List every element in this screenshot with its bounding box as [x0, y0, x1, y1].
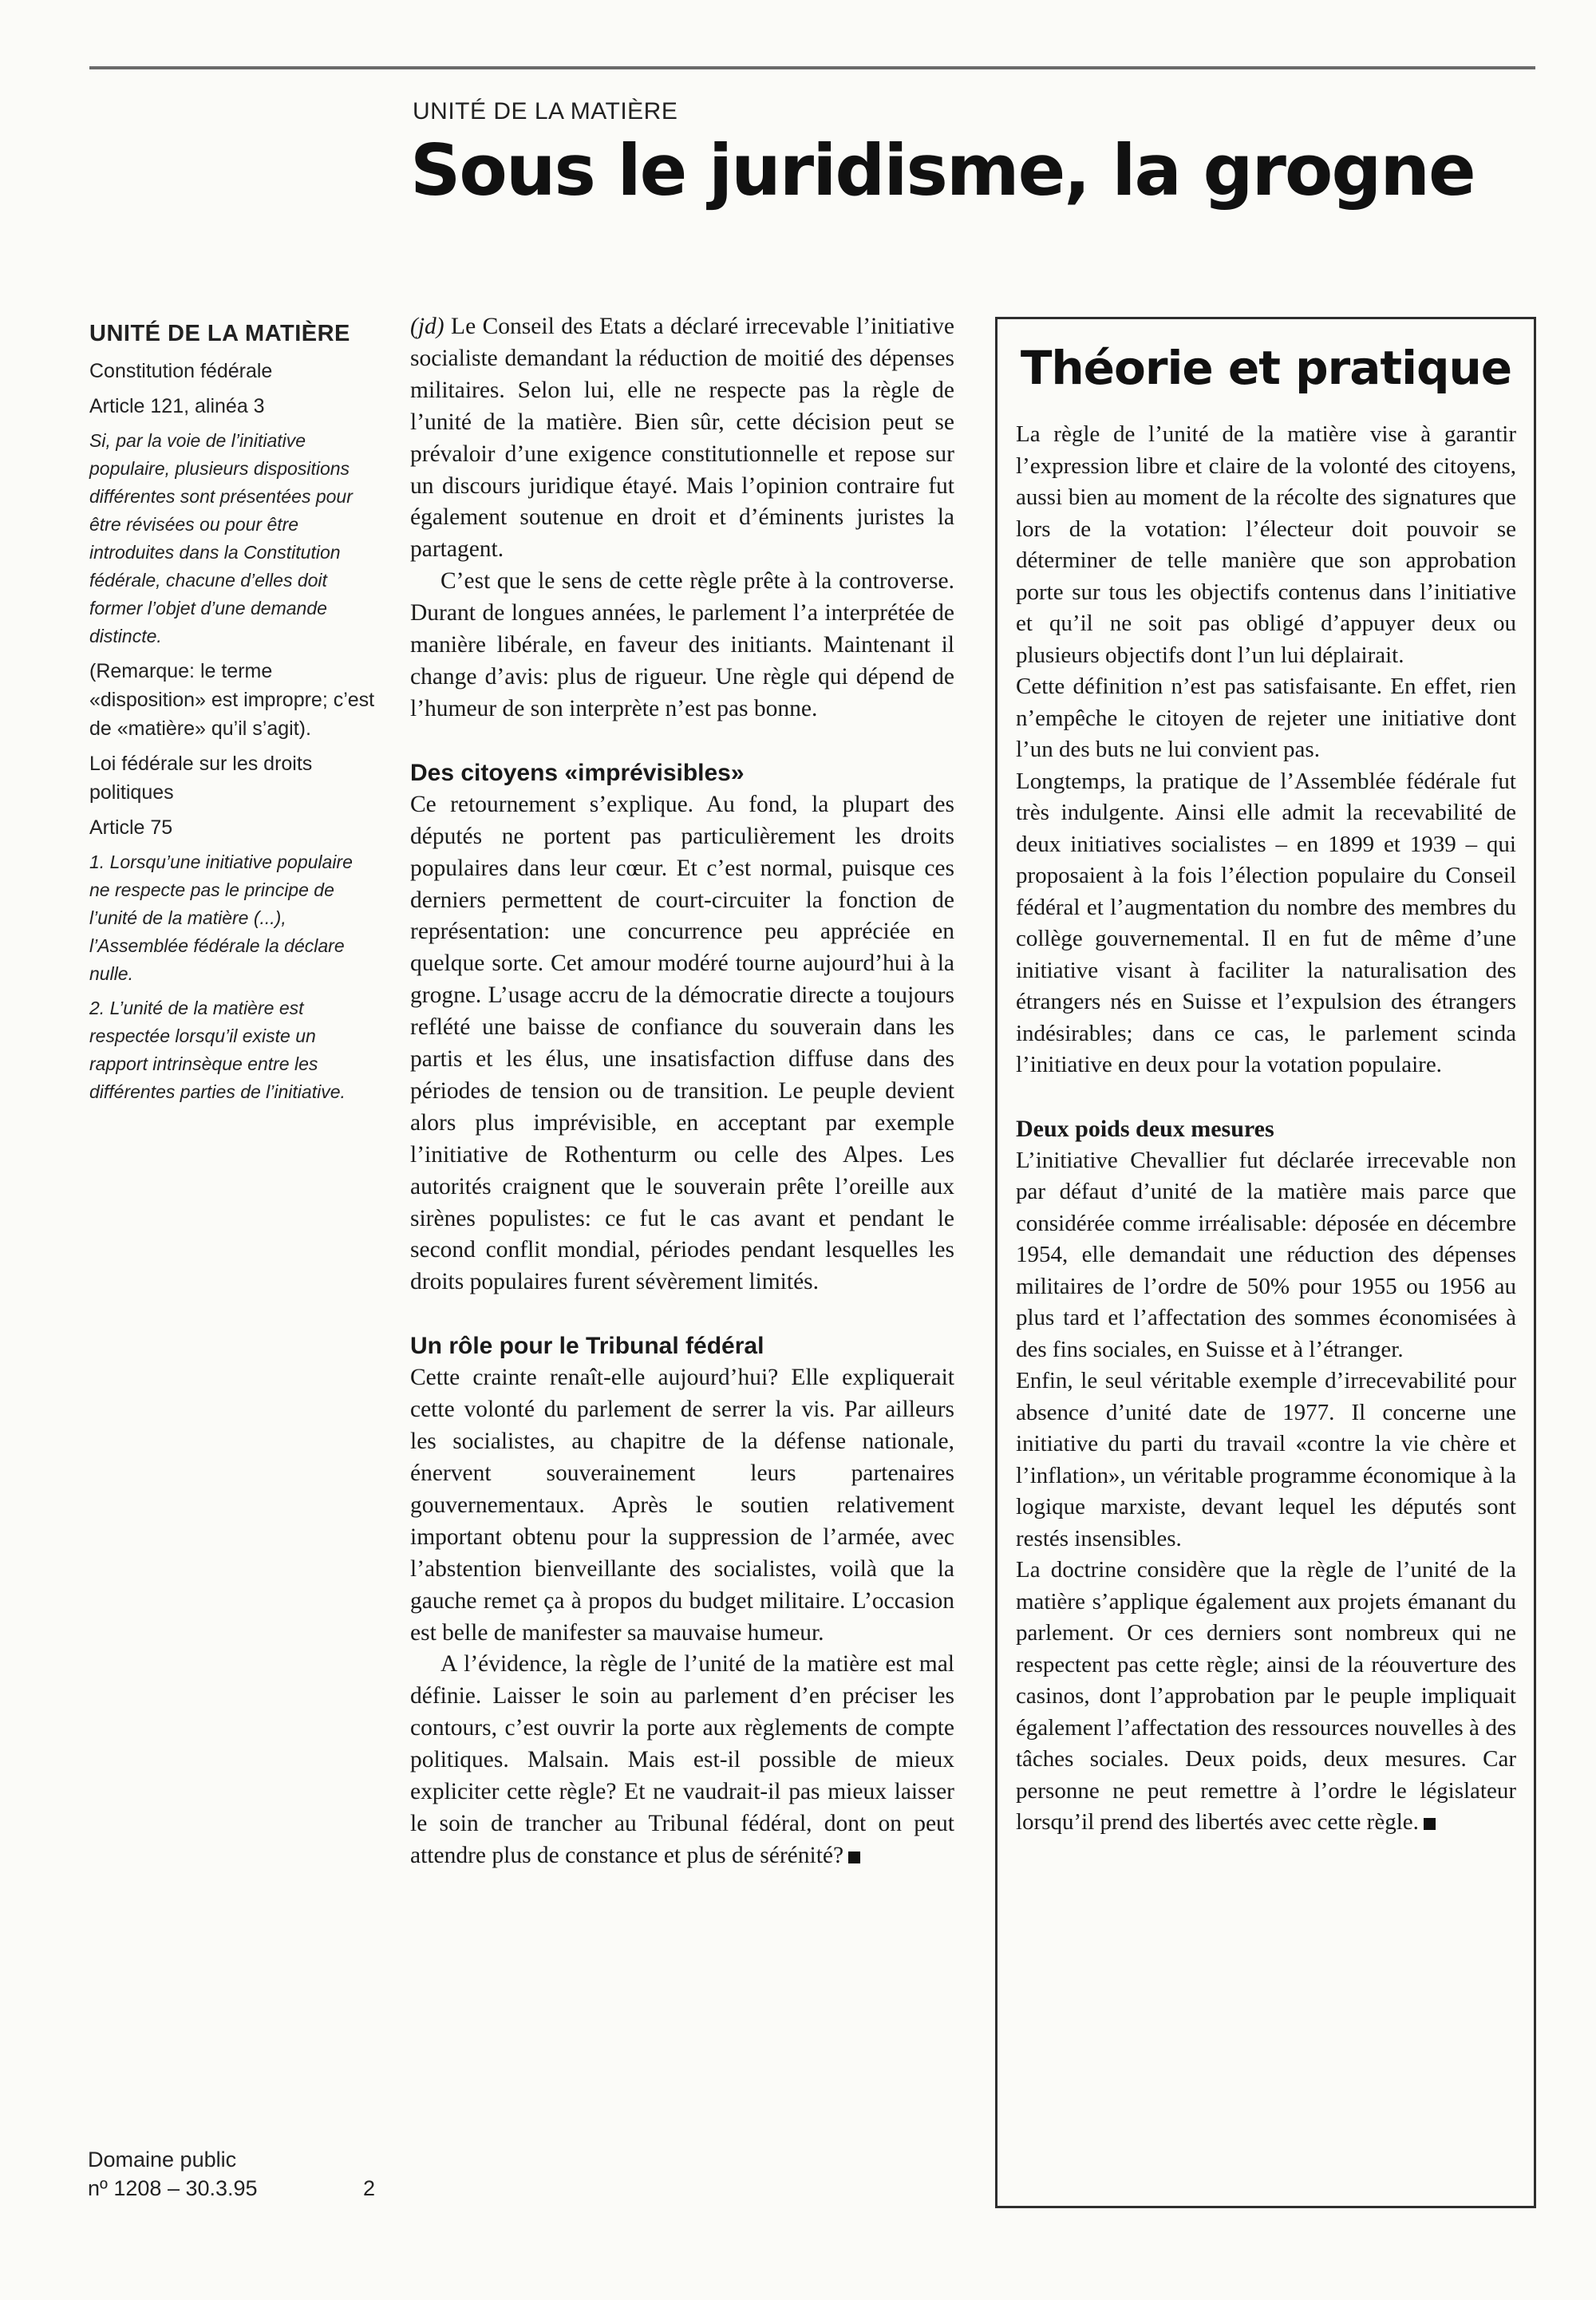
end-mark: [1424, 1818, 1436, 1830]
box-subheading: Deux poids deux mesures: [1016, 1115, 1274, 1142]
box-body: [1016, 419, 1516, 1839]
sidebar-legal-text: Si, par la voie de l’initiative populaire, plusieurs dispositions différentes sont présentées pour être révisées ou pour être introduites dans la Constitution fédérale, chacune d’elles doit former l’objet d’une demande distincte.: [89, 430, 353, 646]
page-number: 2: [362, 2176, 375, 2200]
sidebar-article-ref: Article 121, alinéa 3: [89, 395, 265, 417]
box-paragraph: La doctrine considère que la règle de l’unité de la matière s’applique également aux projets émanant du parlement. Or ces derniers sont nombreux qui ne respectent pas cette règle; ainsi de la réouverture des casinos, dont l’approbation par le peuple impliquait également l’affectation des ressources nouvelles à des tâches sociales. Deux poids, deux mesures. Car personne ne peut remettre à l’ordre le législateur lorsqu’il prend des libertés avec cette règle.: [1016, 1557, 1516, 1835]
legal-sidebar: [89, 321, 377, 1112]
sidebar-law-name: Constitution fédérale: [89, 360, 273, 382]
sidebar-article-ref: Article 75: [89, 816, 173, 839]
box-paragraph: La règle de l’unité de la matière vise à garantir l’expression libre et claire de la volonté des citoyens, aussi bien au moment de la récolte des signatures que lors de la votation: l’électeur doit pouvoir se déterminer de telle manière que son approbation porte sur tous les objectifs contenus dans l’initiative et qu’il ne soit pas obligé d’appuyer deux ou plusieurs objectifs dont l’un lui déplairait.: [1016, 421, 1516, 668]
sidebar-legal-text: 1. Lorsqu’une initiative populaire ne respecte pas le principe de l’unité de la matière (...), l’Assemblée fédérale la déclare nulle.: [89, 852, 353, 984]
sidebar-box: [995, 317, 1536, 2208]
sidebar-remark: (Remarque: le terme «disposition» est impropre; c’est de «matière» qu’il s’agit).: [89, 660, 375, 740]
article-paragraph: C’est que le sens de cette règle prête à la controverse. Durant de longues années, le parlement l’a interprétée de manière libérale, en faveur des initiants. Maintenant il change d’avis: plus de rigueur. Une règle qui dépend de l’humeur de son interprète n’est pas bonne.: [410, 568, 954, 721]
article-subheading: Des citoyens «imprévisibles»: [410, 759, 745, 786]
sidebar-title: UNITÉ DE LA MATIÈRE: [89, 321, 350, 346]
box-paragraph: Cette définition n’est pas satisfaisante. En effet, rien n’empêche le citoyen de rejeter une initiative dont l’un des buts ne lui convient pas.: [1016, 674, 1516, 762]
article-paragraph: A l’évidence, la règle de l’unité de la matière est mal définie. Laisser le soin au parlement d’en préciser les contours, c’est ouvrir la porte aux règlements de compte politiques. Malsain. Mais est-il possible de mieux expliciter cette règle? Et ne vaudrait-il pas mieux laisser le soin de trancher au Tribunal fédéral, dont on peut attendre plus de constance et plus de sérénité?: [410, 1651, 954, 1868]
sidebar-legal-text: 2. L’unité de la matière est respectée lorsqu’il existe un rapport intrinsèque entre les différentes parties de l’initiative.: [89, 998, 346, 1102]
top-rule: [89, 66, 1535, 69]
article-paragraph: Ce retournement s’explique. Au fond, la plupart des députés ne portent pas particulièrement les droits populaires dans leur cœur. Et c’est normal, puisque ces derniers permettent de court-circuiter la fonction de représentation: une concurrence peu appréciée en quelque sorte. Cet amour modéré tourne aujourd’hui à la grogne. L’usage accru de la démocratie directe a toujours reflété une baisse de confiance du souverain dans les partis et les élus, une insatisfaction diffuse dans des périodes de tension ou de transition. Le peuple devient alors plus imprévisible, en acceptant par exemple l’initiative de Rothenturm ou celle des Alpes. Les autorités craignent que le souverain prête l’oreille aux sirènes populistes: ce fut le cas avant et pendant le second conflit mondial, périodes pendant lesquelles les droits populaires furent sévèrement limités.: [410, 791, 954, 1295]
page-footer: [88, 2145, 375, 2203]
publication-name: Domaine public: [88, 2148, 237, 2172]
issue-info: nº 1208 – 30.3.95: [88, 2176, 258, 2200]
box-paragraph: Longtemps, la pratique de l’Assemblée fédérale fut très indulgente. Ainsi elle admit la recevabilité de deux initiatives socialistes – en 1899 et 1939 – qui proposaient à la fois l’élection populaire du Conseil fédéral et l’augmentation du nombre des membres du collège gouvernemental. Il en fut de même d’une initiative visant à faciliter la naturalisation des étrangers nés en Suisse et l’expulsion des étrangers indésirables; dans ce cas, le parlement scinda l’initiative en deux pour la votation populaire.: [1016, 768, 1516, 1077]
headline: Sous le juridisme, la grogne: [410, 129, 1475, 211]
section-kicker: UNITÉ DE LA MATIÈRE: [413, 98, 678, 124]
box-paragraph: Enfin, le seul véritable exemple d’irrecevabilité pour absence d’unité date de 1977. Il concerne une initiative du parti du travail «contre la vie chère et l’inflation», un véritable programme économique à la logique marxiste, devant lequel les députés sont restés insensibles.: [1016, 1368, 1516, 1551]
box-paragraph: L’initiative Chevallier fut déclarée irrecevable non par défaut d’unité de la matière mais parce que considérée comme irréalisable: déposée en décembre 1954, elle demandait une réduction des dépenses militaires de l’ordre de 50% pour 1955 ou 1956 au plus tard et l’affectation des sommes économisées à des fins sociales, en Suisse et à l’étranger.: [1016, 1147, 1516, 1362]
end-mark: [848, 1851, 860, 1863]
sidebar-law-name: Loi fédérale sur les droits politiques: [89, 753, 313, 804]
article-paragraph: Cette crainte renaît-elle aujourd’hui? Elle expliquerait cette volonté du parlement de serrer la vis. Par ailleurs les socialistes, au chapitre de la défense nationale, énervent souverainement leurs partenaires gouvernementaux. Après le soutien relativement important obtenu pour la suppression de l’armée, avec l’abstention bienveillante des socialistes, voilà que la gauche remet ça à propos du budget militaire. L’occasion est belle de manifester sa mauvaise humeur.: [410, 1365, 954, 1646]
main-article: [410, 311, 954, 1872]
article-paragraph: (jd) Le Conseil des Etats a déclaré irrecevable l’initiative socialiste demandant la réduction de moitié des dépenses militaires. Selon lui, elle ne respecte pas la règle de l’unité de la matière. Bien sûr, cette décision peut se prévaloir d’une exigence constitutionnelle et repose sur un discours juridique étayé. Mais l’opinion contraire fut également soutenue en droit et d’éminents juristes la partagent.: [410, 314, 954, 563]
author-initials: (jd): [410, 314, 444, 339]
box-title: Théorie et pratique: [1020, 341, 1512, 395]
article-subheading: Un rôle pour le Tribunal fédéral: [410, 1333, 764, 1360]
